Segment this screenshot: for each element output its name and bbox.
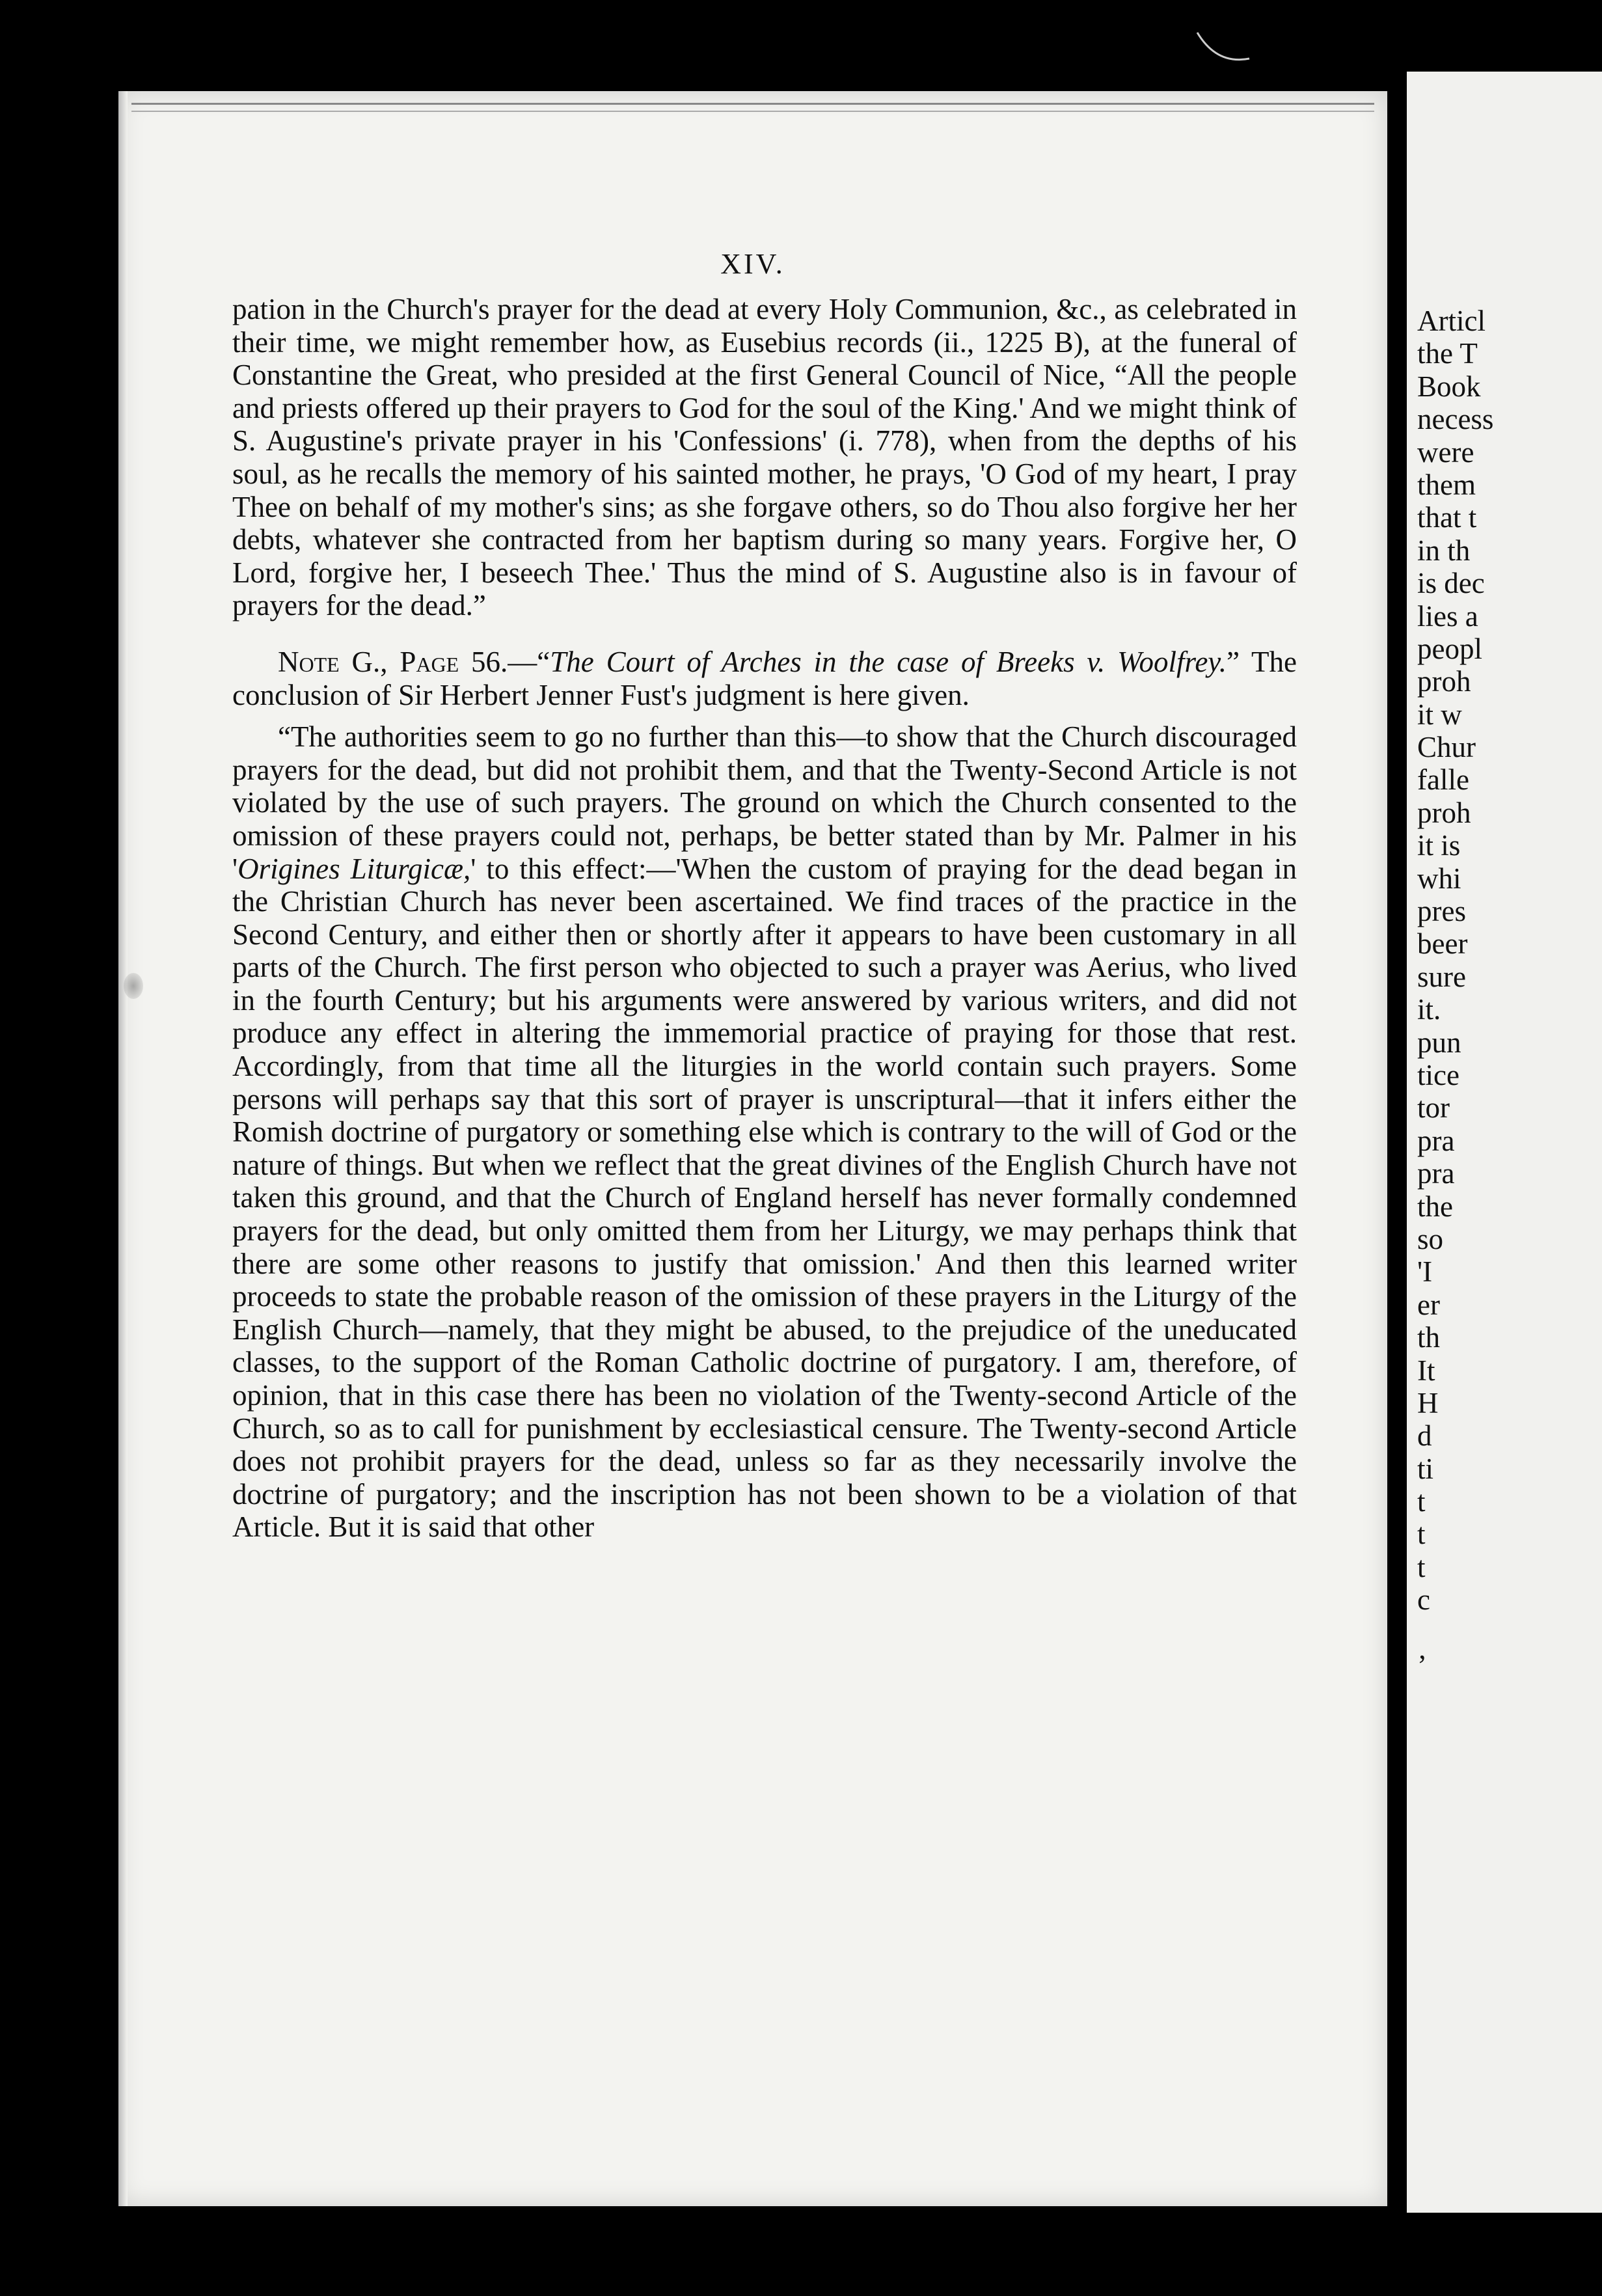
scan-smudge bbox=[124, 973, 143, 999]
facing-page-line: it is bbox=[1417, 829, 1461, 862]
facing-page-line: necess bbox=[1417, 403, 1494, 436]
note-case-title: The Court of Arches in the case of Breeks v. Woolfrey. bbox=[550, 645, 1227, 678]
facing-page-line: peopl bbox=[1417, 632, 1482, 665]
facing-page-line: tor bbox=[1417, 1091, 1450, 1125]
facing-page-line: d bbox=[1417, 1419, 1432, 1453]
facing-page-line: lies a bbox=[1417, 599, 1478, 633]
scan-corner-mark bbox=[1191, 26, 1256, 78]
note-heading-paragraph bbox=[232, 646, 1297, 711]
facing-page-line: the T bbox=[1417, 337, 1478, 370]
judgment-quotation bbox=[232, 720, 1297, 1544]
cited-work-title: Origines Liturgicæ, bbox=[238, 852, 471, 885]
facing-page-line: Book bbox=[1417, 370, 1481, 403]
facing-page-line: sure bbox=[1417, 960, 1466, 993]
facing-page-line: is dec bbox=[1417, 567, 1485, 600]
facing-page-text bbox=[1417, 305, 1602, 1682]
continued-paragraph: pation in the Church's prayer for the dead at every Holy Communion, &c., as celebrated in their time, we might remember how, as Eusebius records (ii., 1225 B), at the funeral of Constantine the Great, who presided at the first General Council of Nice, “All the people and priests offered up their prayers to God for the soul of the King.' And we might think of S. Augustine's private prayer in his 'Confessions' (i. 778), when from the depths of his soul, as he recalls the memory of his sainted mother, he prays, 'O God of my heart, I pray Thee on behalf of my mother's sins; as she forgave others, so do Thou also forgive her her debts, whatever she contracted from her baptism during so many years. Forgive her, O Lord, forgive her, I beseech Thee.' Thus the mind of S. Augustine also is in favour of prayers for the dead.” bbox=[232, 293, 1297, 622]
facing-page-line: pun bbox=[1417, 1026, 1461, 1059]
facing-page-line: pra bbox=[1417, 1157, 1455, 1190]
facing-page-line: whi bbox=[1417, 862, 1461, 895]
facing-page-line: er bbox=[1417, 1288, 1440, 1321]
facing-page-line: t bbox=[1417, 1485, 1426, 1518]
facing-page-line: Chur bbox=[1417, 731, 1476, 764]
facing-page-line bbox=[1417, 1617, 1602, 1649]
note-dash-quote: —“ bbox=[508, 645, 550, 678]
main-text-block bbox=[232, 293, 1297, 1544]
facing-page-line: that t bbox=[1417, 501, 1477, 534]
book-gutter bbox=[1387, 85, 1407, 2213]
facing-page-line: in th bbox=[1417, 534, 1471, 567]
facing-page-line: falle bbox=[1417, 763, 1469, 797]
note-page-label: Page 56. bbox=[400, 645, 508, 678]
quotation-part-1: “The authorities seem to go no further than this—to show that the Church discouraged prayers for the dead, but did not prohibit them, and that the Twenty-Second Article is not violated by the use of such prayers. The ground on which the Church consented to the omission of these prayers could not, perhaps, be better stated than by Mr. Palmer in his ' bbox=[232, 720, 1297, 885]
quotation-part-2: ' to this effect:—'When the custom of praying for the dead began in the Christian Church has never been ascertained. We find traces of the practice in the Second Century, and either then or shortly after it appears to have been customary in all parts of the Church. The first person who objected to such a prayer was Aerius, who lived in the fourth Century; but his arguments were answered by various writers, and did not produce any effect in altering the immemorial practice of praying for those that rest. Accordingly, from that time all the liturgies in the world contain such prayers. Some persons will perhaps say that this sort of prayer is unscriptural—that it infers either the Romish doctrine of purgatory or something else which is contrary to the will of God or the nature of things. But when we reflect that the great divines of the English Church have not taken this ground, and that the Church of England herself has never formally condemned prayers for the dead, but only omitted them from her Liturgy, we may perhaps think that there are some other reasons to justify that omission.' And then this learned writer proceeds to state the probable reason of the omission of these prayers in the Liturgy of the English Church—namely, that they might be abused, to the prejudice of the uneducated classes, to the support of the Roman Catholic doctrine of purgatory. I am, therefore, of opinion, that in this case there has been no violation of the Twenty-second Article of the Church, so as to call for punishment by ecclesiastical censure. The Twenty-second Article does not prohibit prayers for the dead, unless so far as they necessarily involve the doctrine of purgatory; and the inscription has not been shown to be a violation of that Article. But it is said that other bbox=[232, 852, 1297, 1544]
facing-page-line: t bbox=[1417, 1518, 1426, 1551]
facing-page-line: H bbox=[1417, 1386, 1439, 1419]
facing-page-line: the bbox=[1417, 1190, 1453, 1223]
note-intro-text: The conclusion of Sir Herbert Jenner Fust's judgment is here given. bbox=[232, 645, 1297, 711]
facing-page-line: were bbox=[1417, 435, 1474, 469]
facing-page-line: Articl bbox=[1417, 305, 1486, 337]
facing-page-line: It bbox=[1417, 1354, 1435, 1387]
facing-page-line: ti bbox=[1417, 1452, 1434, 1485]
facing-page-line: t bbox=[1417, 1550, 1426, 1583]
facing-page-line: it. bbox=[1417, 993, 1441, 1026]
facing-page-line: pres bbox=[1417, 895, 1466, 928]
facing-page-line: it w bbox=[1417, 698, 1462, 731]
facing-page-line: 'I bbox=[1417, 1255, 1433, 1289]
facing-page-line: so bbox=[1417, 1222, 1444, 1255]
facing-page-line: beer bbox=[1417, 927, 1468, 961]
facing-page-line: th bbox=[1417, 1321, 1441, 1354]
facing-page-line: c bbox=[1417, 1583, 1430, 1617]
note-close-quote: ” bbox=[1227, 645, 1240, 678]
facing-page-line: proh bbox=[1417, 796, 1471, 829]
page-edge bbox=[118, 91, 128, 2206]
note-label: Note G., bbox=[278, 645, 388, 678]
facing-page-line: proh bbox=[1417, 665, 1471, 698]
page-top-rule-secondary bbox=[131, 111, 1374, 112]
page-folio: XIV. bbox=[720, 248, 785, 280]
facing-page-line: ’ bbox=[1417, 1649, 1427, 1682]
facing-page-line: pra bbox=[1417, 1124, 1455, 1157]
facing-page-line: tice bbox=[1417, 1058, 1459, 1091]
facing-page-line: them bbox=[1417, 468, 1476, 501]
page-top-rule bbox=[131, 103, 1374, 105]
